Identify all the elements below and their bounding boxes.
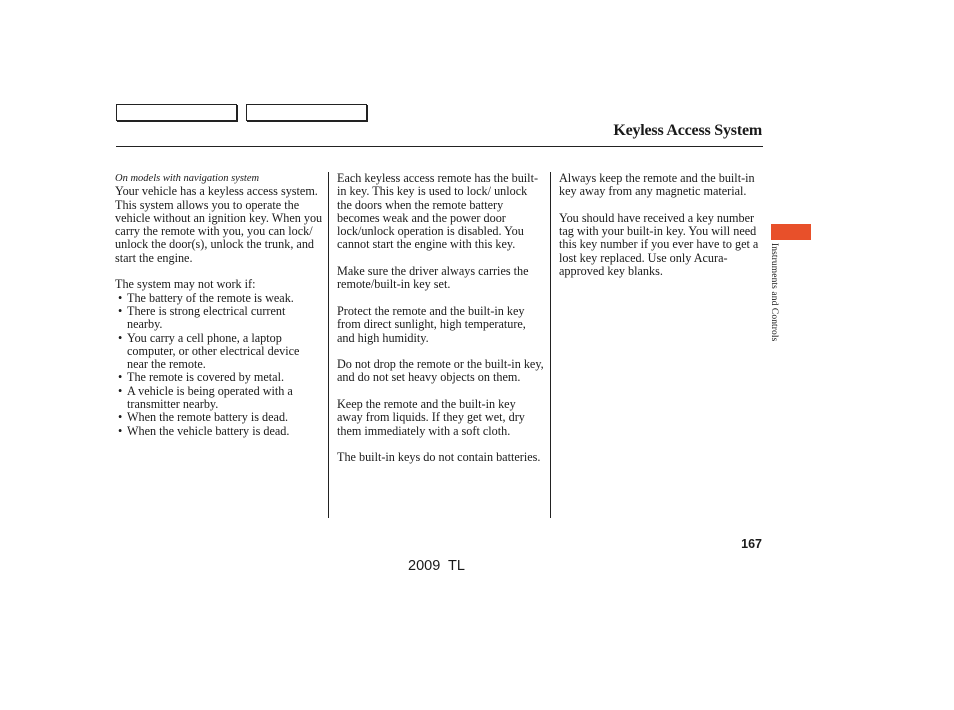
list-item: • You carry a cell phone, a laptop computer, or other electrical device near the remote. — [115, 332, 323, 372]
section-tab-marker — [771, 224, 811, 240]
section-side-label — [767, 243, 785, 373]
paragraph: Protect the remote and the built-in key from direct sunlight, high temperature, and high humidity. — [337, 303, 526, 345]
paragraph: Keep the remote and the built-in key away from liquids. If they get wet, dry them immediately with a soft cloth. — [337, 397, 525, 438]
paragraph: Each keyless access remote has the built-in key. This key is used to lock/ unlock the doors when the remote battery becomes weak and the power door lock/unlock operation is disabled. You cannot start the engine with this key. — [337, 171, 539, 252]
list-item: • There is strong electrical current nearby. — [115, 305, 323, 332]
list-item: • When the remote battery is dead. — [115, 411, 323, 424]
column-left — [115, 172, 323, 438]
nav-button-previous[interactable] — [116, 104, 237, 121]
column-right — [559, 172, 764, 292]
list-item: • The remote is covered by metal. — [115, 371, 323, 384]
title-divider — [116, 146, 763, 147]
page-title: Keyless Access System — [613, 122, 762, 139]
model-footer: 2009 TL — [408, 558, 465, 574]
section-label-text: Instruments and Controls — [769, 243, 779, 342]
paragraph: Do not drop the remote or the built-in key, and do not set heavy objects on them. — [337, 357, 544, 385]
list-item: • The battery of the remote is weak. — [115, 292, 323, 305]
paragraph: The built-in keys do not contain batteries. — [337, 450, 541, 465]
paragraph: Make sure the driver always carries the remote/built-in key set. — [337, 264, 529, 292]
column-divider — [550, 172, 551, 518]
paragraph: You should have received a key number tag with your built-in key. You will need this key number if you ever have to get a lost key replaced. Use only Acura-approved key blanks. — [559, 210, 759, 279]
intro-paragraph: Your vehicle has a keyless access system. This system allows you to operate the vehicle without an ignition key. When you carry the remote with you, you can lock/ unlock the door(s), unlock the trunk, and start the engine. — [115, 184, 323, 265]
list-item: • When the vehicle battery is dead. — [115, 425, 323, 438]
model-caption: On models with navigation system — [115, 173, 260, 184]
conditions-list — [115, 292, 323, 438]
column-divider — [328, 172, 329, 518]
page-number: 167 — [741, 537, 762, 551]
column-middle — [337, 172, 544, 478]
nav-button-next[interactable] — [246, 104, 367, 121]
list-item: • A vehicle is being operated with a transmitter nearby. — [115, 385, 323, 412]
may-not-work-heading: The system may not work if: — [115, 277, 256, 292]
paragraph: Always keep the remote and the built-in key away from any magnetic material. — [559, 171, 755, 199]
